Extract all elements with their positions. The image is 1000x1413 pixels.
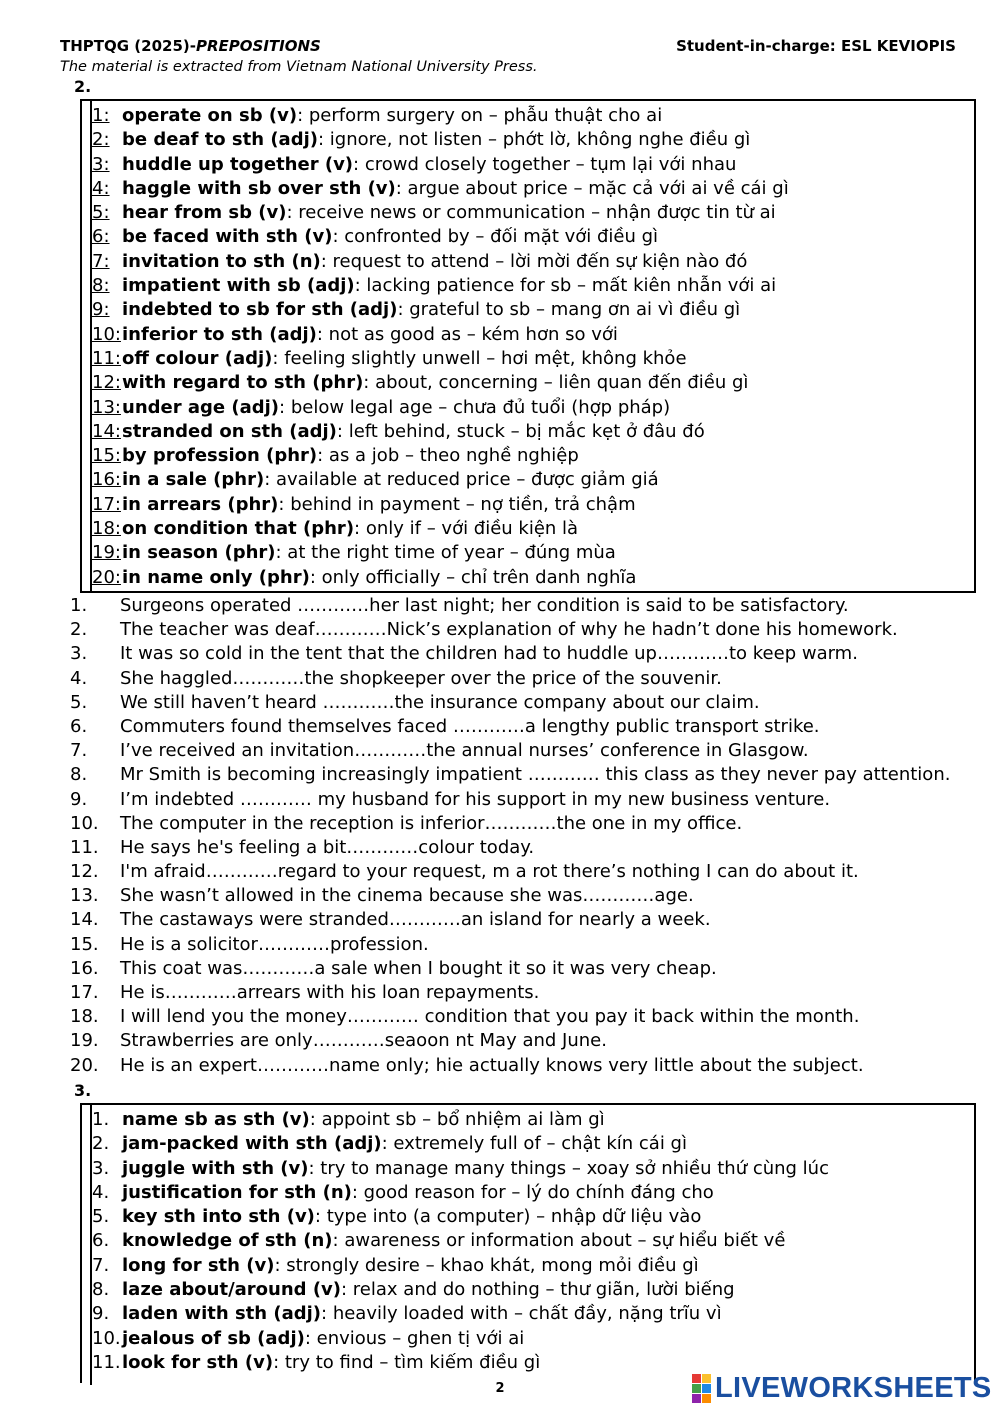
vocab-entry [122,1254,699,1278]
vocab-entry [122,420,705,444]
vocab-term: laden with sth (adj) [122,1303,322,1325]
vocab-number: 11: [92,347,121,369]
vocab-item [82,541,974,565]
vocab-number: 14: [92,420,121,442]
vocab-item [82,298,974,322]
vocab-definition: : extremely full of – chật kín cái gì [381,1133,687,1155]
vocab-item [82,225,974,249]
vocab-entry [122,274,776,298]
vocab-entry [122,225,658,249]
vocab-entry [122,517,578,541]
vocab-item [82,444,974,468]
vocab-term: long for sth (v) [122,1254,275,1276]
vocab-definition: : only if – với điều kiện là [354,518,579,540]
vocab-term: operate on sb (v) [122,105,298,126]
vocab-entry [122,1157,829,1181]
vocab-definition: : envious – ghen tị với ai [304,1327,525,1349]
exercise-item [70,691,970,715]
vocab-definition: : as a job – theo nghề nghiệp [317,445,579,467]
vocab-item [82,274,974,298]
exercise-number: 3. [70,643,88,665]
vocab-entry [122,250,747,274]
vocab-item [82,468,974,492]
exercise-number: 1. [70,595,88,616]
exercise-number: 10. [70,812,99,834]
vocab-item [82,1229,974,1253]
exercise-item [70,981,970,1005]
exercise-sentence: He is an expert…………name only; hie actually knows very little about the subject. [120,1054,864,1076]
vocab-number: 10. [92,1327,121,1349]
vocab-entry [122,1108,605,1132]
vocab-item [82,153,974,177]
exercise-number: 9. [70,788,88,810]
vocab-definition: : request to attend – lời mời đến sự kiện nào đó [320,250,748,272]
vocab-number: 2. [92,1133,110,1155]
vocab-number: 19: [92,542,121,564]
vocab-definition: : good reason for – lý do chính đáng cho [351,1181,714,1203]
vocab-number: 9: [92,299,110,321]
vocab-term: look for sth (v) [122,1351,274,1373]
vocab-definition: : only officially – chỉ trên danh nghĩa [309,566,637,588]
exercise-item [70,812,970,836]
vocab-item [82,371,974,395]
exercise-sentence: I’m indebted ………… my husband for his support in my new business venture. [120,788,831,810]
vocab-entry [122,347,687,371]
section-2-vocab-box [80,99,976,593]
header-student: Student-in-charge: ESL KEVIOPIS [676,37,956,55]
vocab-entry [122,298,740,322]
exercise-item [70,763,970,787]
vocab-term: be deaf to sth (adj) [122,129,318,151]
vocab-number: 11. [92,1351,121,1373]
exercise-item [70,594,970,618]
vocab-entry [122,566,636,590]
vocab-definition: : available at reduced price – được giảm giá [264,469,659,491]
header-title: THPTQG (2025)-PREPOSITIONS [60,37,321,55]
vocab-number: 10: [92,323,121,345]
exercise-sentence: I will lend you the money………… condition that you pay it back within the month. [120,1006,860,1028]
vocab-entry [122,128,750,152]
vocab-number: 4: [92,177,110,199]
exercise-number: 15. [70,933,99,955]
vocab-item [82,1302,974,1326]
vocab-definition: : ignore, not listen – phớt lờ, không nghe điều gì [318,129,751,151]
vocab-definition: : argue about price – mặc cả với ai về cái gì [395,177,789,199]
exercise-item [70,667,970,691]
vocab-number: 12: [92,372,121,394]
vocab-definition: : receive news or communication – nhận được tin từ ai [286,202,776,224]
vocab-number: 4. [92,1181,110,1203]
vocab-term: by profession (phr) [122,445,318,467]
vocab-term: key sth into sth (v) [122,1206,315,1228]
vocab-term: name sb as sth (v) [122,1109,310,1130]
exercise-sentence: The castaways were stranded…………an island for nearly a week. [120,909,711,931]
vocab-term: inferior to sth (adj) [122,323,317,345]
exercise-item [70,860,970,884]
vocab-definition: : confronted by – đối mặt với điều gì [332,226,659,248]
vocab-entry [122,493,636,517]
exercise-sentence: Surgeons operated …………her last night; her condition is said to be satisfactory. [120,595,849,616]
vocab-number: 6. [92,1230,110,1252]
section-2-label: 2. [74,77,92,96]
exercise-number: 12. [70,861,99,883]
vocab-entry [122,541,616,565]
exercise-item [70,715,970,739]
exercise-number: 4. [70,667,88,689]
exercise-sentence: Strawberries are only…………seaoon nt May and June. [120,1030,607,1052]
vocab-entry [122,177,789,201]
exercise-sentence: He says he's feeling a bit…………colour today. [120,836,535,858]
vocab-definition: : left behind, stuck – bị mắc kẹt ở đâu đó [336,420,705,442]
vocab-definition: : crowd closely together – tụm lại với nhau [353,153,737,175]
exercise-number: 7. [70,740,88,762]
vocab-number: 6: [92,226,110,248]
exercise-number: 18. [70,1006,99,1028]
vocab-item [82,1132,974,1156]
vocab-definition: : behind in payment – nợ tiền, trả chậm [278,493,636,515]
vocab-term: in arrears (phr) [122,493,279,515]
vocab-term: laze about/around (v) [122,1279,342,1301]
vocab-item [82,201,974,225]
vocab-number: 13: [92,396,121,418]
vocab-definition: : perform surgery on – phẫu thuật cho ai [297,105,663,126]
vocab-term: in a sale (phr) [122,469,265,491]
vocab-term: haggle with sb over sth (v) [122,177,396,199]
vocab-number: 7: [92,250,110,272]
vocab-item [82,566,974,590]
exercise-sentence: It was so cold in the tent that the children had to huddle up…………to keep warm. [120,643,858,665]
vocab-number: 20: [92,566,121,588]
vocab-definition: : at the right time of year – đúng mùa [275,542,616,564]
vocab-item [82,177,974,201]
vocab-term: with regard to sth (phr) [122,372,364,394]
vocab-item [82,323,974,347]
exercise-number: 17. [70,982,99,1003]
exercise-item [70,884,970,908]
vocab-number: 1: [92,105,110,126]
vocab-term: juggle with sth (v) [122,1157,309,1179]
vocab-definition: : about, concerning – liên quan đến điều gì [363,372,749,394]
vocab-entry [122,1327,524,1351]
vocab-term: indebted to sb for sth (adj) [122,299,398,321]
vocab-term: invitation to sth (n) [122,250,321,272]
vocab-entry [122,468,659,492]
vocab-number: 15: [92,445,121,467]
vocab-entry [122,1351,540,1375]
exercise-item [70,933,970,957]
vocab-entry [122,396,670,420]
logo-text: LIVEWORKSHEETS [715,1371,992,1404]
exercise-item [70,1005,970,1029]
vocab-term: in name only (phr) [122,566,310,588]
vocab-number: 18: [92,518,121,540]
vocab-term: knowledge of sth (n) [122,1230,333,1252]
vocab-number: 1. [92,1109,110,1130]
vocab-term: jealous of sb (adj) [122,1327,305,1349]
header-topic: PREPOSITIONS [195,37,321,55]
vocab-item [82,250,974,274]
vocab-term: huddle up together (v) [122,153,354,175]
vocab-definition: : appoint sb – bổ nhiệm ai làm gì [309,1109,605,1130]
vocab-number: 16: [92,469,121,491]
vocab-number: 5: [92,202,110,224]
exercise-item [70,908,970,932]
exercise-sentence: She haggled…………the shopkeeper over the price of the souvenir. [120,667,722,689]
exercise-number: 20. [70,1054,99,1076]
vocab-item [82,420,974,444]
section-2-exercises [70,594,970,1078]
vocab-term: justification for sth (n) [122,1181,352,1203]
vocab-item [82,1157,974,1181]
vocab-item [82,1254,974,1278]
vocab-definition: : heavily loaded with – chất đầy, nặng trĩu vì [321,1303,722,1325]
vocab-number: 3: [92,153,110,175]
exercise-item [70,1054,970,1078]
vocab-entry [122,153,736,177]
vocab-entry [122,1229,785,1253]
page-number: 2 [495,1381,505,1396]
vocab-entry [122,1181,714,1205]
exercise-number: 5. [70,691,88,713]
vocab-number: 3. [92,1157,110,1179]
vocab-term: stranded on sth (adj) [122,420,337,442]
exercise-item [70,788,970,812]
vocab-entry [122,201,776,225]
vocab-item [82,1205,974,1229]
vocab-entry [122,1132,687,1156]
vocab-definition: : lacking patience for sb – mất kiên nhẫn với ai [354,275,777,297]
exercise-sentence: I'm afraid…………regard to your request, m a rot there’s nothing I can do about it. [120,861,859,883]
vocab-item [82,1181,974,1205]
logo-mark-icon [692,1374,711,1403]
vocab-definition: : type into (a computer) – nhập dữ liệu vào [314,1206,702,1228]
vocab-number: 17: [92,493,121,515]
exercise-sentence: Commuters found themselves faced …………a lengthy public transport strike. [120,715,820,737]
vocab-definition: : awareness or information about – sự hiểu biết về [332,1230,786,1252]
vocab-item [82,1278,974,1302]
vocab-number: 8: [92,275,110,297]
vocab-item [82,128,974,152]
exercise-item [70,642,970,666]
vocab-number: 9. [92,1303,110,1325]
exercise-number: 11. [70,836,99,858]
vocab-term: impatient with sb (adj) [122,275,355,297]
vocab-definition: : feeling slightly unwell – hơi mệt, không khỏe [272,347,687,369]
exercise-item [70,618,970,642]
vocab-entry [122,323,618,347]
exercise-number: 16. [70,957,99,979]
vocab-entry [122,371,748,395]
exercise-item [70,1029,970,1053]
vocab-entry [122,104,662,128]
vocab-term: under age (adj) [122,396,280,418]
exercise-sentence: This coat was…………a sale when I bought it so it was very cheap. [120,957,717,979]
exercise-sentence: The computer in the reception is inferior…………the one in my office. [120,812,743,834]
vocab-entry [122,1278,735,1302]
exercise-item [70,957,970,981]
vocab-number: 7. [92,1254,110,1276]
exercise-number: 13. [70,885,99,907]
exercise-item [70,739,970,763]
exercise-sentence: We still haven’t heard …………the insurance company about our claim. [120,691,760,713]
section-3-label: 3. [74,1081,92,1100]
vocab-definition: : not as good as – kém hơn so với [316,323,618,345]
exercise-number: 19. [70,1030,99,1052]
section-3-vocab-box [80,1103,976,1383]
vocab-definition: : grateful to sb – mang ơn ai vì điều gì [397,299,741,321]
liveworksheets-logo[interactable] [692,1372,992,1404]
header-source: The material is extracted from Vietnam National University Press. [60,59,538,75]
vocab-item [82,1108,974,1132]
vocab-term: off colour (adj) [122,347,273,369]
vocab-term: in season (phr) [122,542,276,564]
vocab-term: be faced with sth (v) [122,226,333,248]
vocab-entry [122,1302,722,1326]
vocab-term: on condition that (phr) [122,518,355,540]
vocab-term: hear from sb (v) [122,202,287,224]
vocab-definition: : below legal age – chưa đủ tuổi (hợp pháp) [279,396,671,418]
vocab-entry [122,1205,701,1229]
vocab-number: 8. [92,1279,110,1301]
vocab-item [82,1327,974,1351]
exercise-item [70,836,970,860]
vocab-item [82,517,974,541]
exercise-sentence: The teacher was deaf…………Nick’s explanation of why he hadn’t done his homework. [120,619,898,641]
exercise-sentence: She wasn’t allowed in the cinema because she was…………age. [120,885,694,907]
vocab-item [82,104,974,128]
exercise-number: 8. [70,764,88,786]
exercise-sentence: He is a solicitor…………profession. [120,933,429,955]
exercise-sentence: He is…………arrears with his loan repayments. [120,982,540,1003]
exercise-number: 2. [70,619,88,641]
vocab-entry [122,444,579,468]
vocab-number: 5. [92,1206,110,1228]
exercise-sentence: Mr Smith is becoming increasingly impatient ………… this class as they never pay attention. [120,764,951,786]
vocab-definition: : try to manage many things – xoay sở nhiều thứ cùng lúc [308,1157,829,1179]
vocab-number: 2: [92,129,110,151]
vocab-definition: : strongly desire – khao khát, mong mỏi điều gì [274,1254,699,1276]
vocab-term: jam-packed with sth (adj) [122,1133,382,1155]
vocab-definition: : try to find – tìm kiếm điều gì [273,1351,541,1373]
exercise-number: 14. [70,909,99,931]
vocab-definition: : relax and do nothing – thư giãn, lười biếng [341,1279,735,1301]
vocab-item [82,396,974,420]
exercise-number: 6. [70,715,88,737]
vocab-item [82,347,974,371]
exercise-sentence: I’ve received an invitation…………the annual nurses’ conference in Glasgow. [120,740,809,762]
vocab-item [82,493,974,517]
